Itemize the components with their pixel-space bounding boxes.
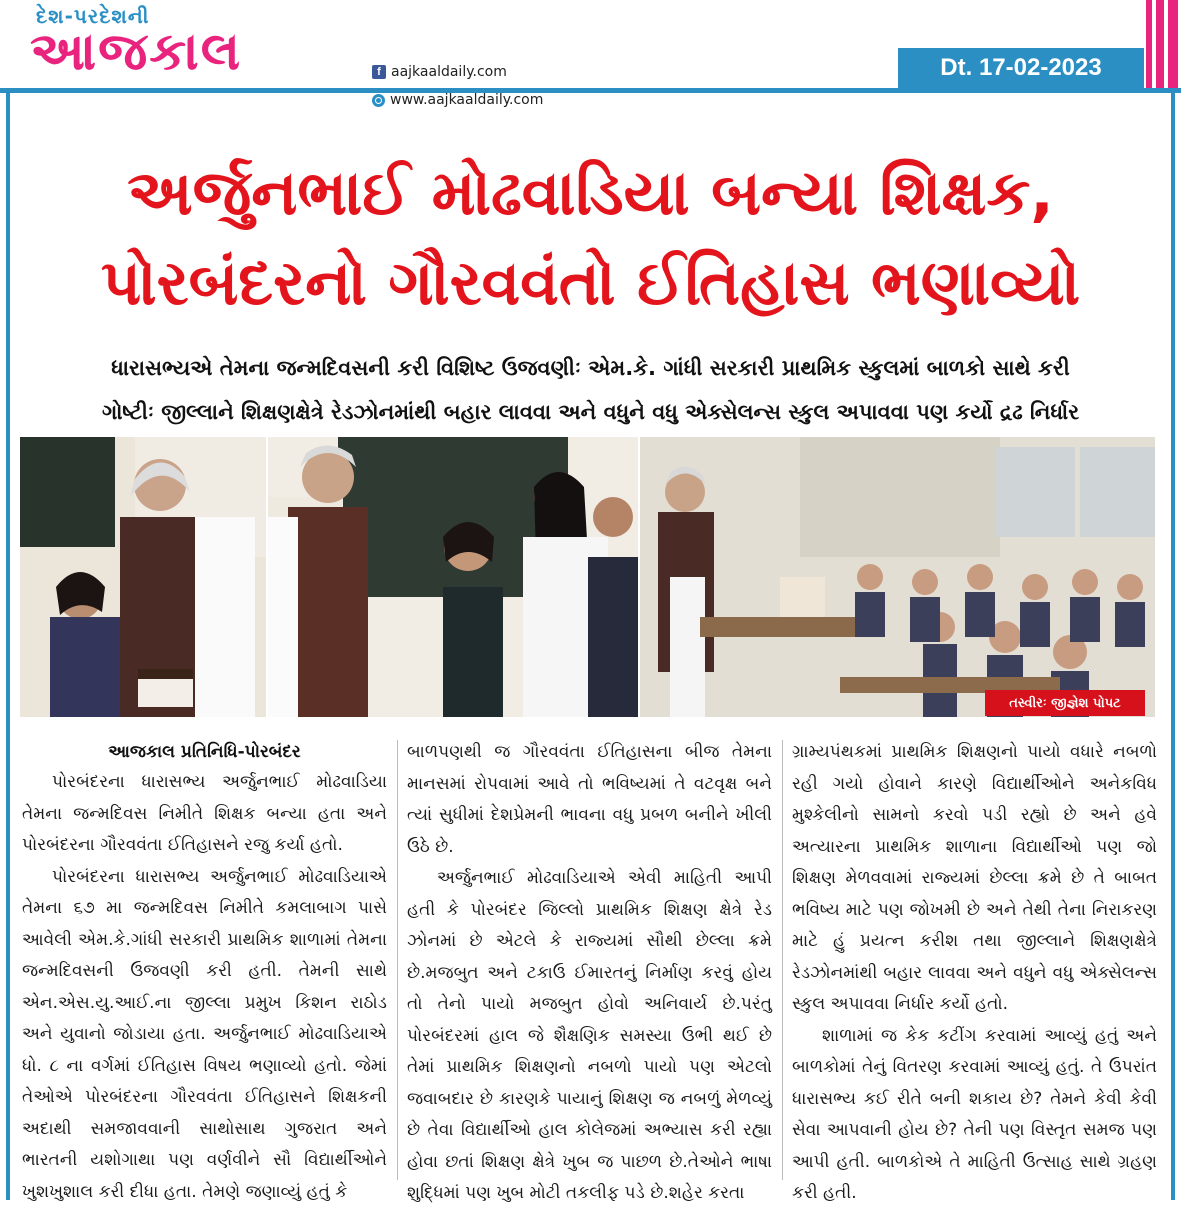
website-link[interactable] [372, 92, 543, 108]
photo-feeding-students-illustration [268, 437, 638, 717]
brand-tagline: દેશ-પરદેશની [36, 4, 150, 28]
subheadline-line-2: ગોષ્ટીઃ જીલ્લાને શિક્ષણક્ષેત્રે રેડઝોનમાંથી બહાર લાવવા અને વધુને વધુ એક્સેલન્સ સ્કુલ અપાવવા પણ કર્યો દ્રઢ નિર્ધાર [101, 400, 1080, 424]
photo-cake-feeding [20, 437, 266, 717]
photo-cake-feeding-illustration [20, 437, 266, 717]
facebook-handle: aajkaaldaily.com [391, 64, 507, 80]
masthead-rule [0, 88, 1181, 93]
paragraph: અર્જુનભાઈ મોઢવાડિયાએ એવી માહિતી આપી હતી કે પોરબંદર જિલ્લો પ્રાથમિક શિક્ષણ ક્ષેત્રે રેડ ઝોનમાં છે એટલે કે રાજ્યમાં સૌથી છેલ્લા ક્રમે છે.મજબુત અને ટકાઉ ઈમારતનું નિર્માણ કરવું હોય તો તેનો પાયો મજબુત હોવો અનિવાર્ય છે.પરંતુ પોરબંદરમાં હાલ જે શૈક્ષણિક સમસ્યા ઉભી થઈ છે તેમાં પ્રાથમિક શિક્ષણનો નબળો પાયો પણ એટલો જવાબદાર છે કારણકે પાયાનું શિક્ષણ જ નબળું મેળવ્યું છે તેવા વિદ્યાર્થીઓ હાલ કોલેજમાં અભ્યાસ કરી રહ્યા હોવા છતાં શિક્ષણ ક્ષેત્રે ખુબ જ પાછળ છે.તેઓને ભાષા શુદ્ધિમાં પણ ખુબ મોટી તકલીફ પડે છે.શહેર કરતા [407, 868, 772, 1203]
article-column-2 [407, 737, 772, 1210]
issue-date: Dt. 17-02-2023 [898, 48, 1144, 88]
photo-classroom-illustration [640, 437, 1155, 717]
article-column-3 [792, 737, 1157, 1210]
article-column-1 [22, 767, 387, 1208]
subheadline-line-1: ધારાસભ્યએ તેમના જન્મદિવસની કરી વિશિષ્ટ ઉજવણીઃ એમ.કે. ગાંધી સરકારી પ્રાથમિક સ્કુલમાં બાળકો સાથે કરી [111, 356, 1070, 380]
article-byline: આજકાલ પ્રતિનિધિ-પોરબંદર [108, 742, 301, 762]
paragraph: ગ્રામ્યપંથકમાં પ્રાથમિક શિક્ષણનો પાયો વધારે નબળો રહી ગયો હોવાને કારણે વિદ્યાર્થીઓને અનેકવિધ મુશ્કેલીનો સામનો કરવો પડી રહ્યો છે અને હવે અત્યારના પ્રાથમિક શાળાના વિદ્યાર્થીઓ પણ જો શિક્ષણ મેળવવામાં રાજ્યમાં છેલ્લા ક્રમે છે તે બાબત ભવિષ્ય માટે પણ જોખમી છે અને તેથી તેના નિરાકરણ માટે હું પ્રયત્ન કરીશ તથા જીલ્લાને શિક્ષણક્ષેત્રે રેડઝોનમાંથી બહાર લાવવા અને વધુને વધુ એક્સેલન્સ સ્કુલ અપાવવા નિર્ધાર કર્યો હતો. [792, 742, 1157, 1014]
left-border [6, 92, 10, 1200]
photo-feeding-students [268, 437, 638, 717]
right-border [1171, 92, 1175, 1200]
paragraph: પોરબંદરના ધારાસભ્ય અર્જુનભાઈ મોઢવાડિયાએ તેમના ૬૭ મા જન્મદિવસ નિમીતે કમલાબાગ પાસે આવેલી એમ.કે.ગાંધી સરકારી પ્રાથમિક શાળામાં તેમના જન્મદિવસની ઉજવણી કરી હતી. તેમની સાથે એન.એસ.યુ.આઈ.ના જીલ્લા પ્રમુખ કિશન રાઠોડ અને યુવાનો જોડાયા હતા. અર્જુનભાઈ મોઢવાડિયાએ ધો. ૮ ના વર્ગમાં ઈતિહાસ વિષય ભણાવ્યો હતો. જેમાં તેઓએ પોરબંદરના ગૌરવવંતા ઈતિહાસને શિક્ષકની અદાથી સમજાવવાની સાથોસાથ ગુજરાત અને ભારતની યશોગાથા પણ વર્ણવીને સૌ વિદ્યાર્થીઓને ખુશખુશાલ કરી દીધા હતા. તેમણે જણાવ્યું હતું કે [22, 866, 387, 1202]
facebook-link[interactable] [372, 64, 507, 80]
column-divider [397, 740, 398, 1180]
paragraph: પોરબંદરના ધારાસભ્ય અર્જુનભાઈ મોઢવાડિયા તેમના જન્મદિવસ નિમીતે શિક્ષક બન્યા હતા અને પોરબંદરના ગૌરવવંતા ઈતિહાસને રજુ કર્યા હતો. [22, 772, 387, 855]
headline-line-2: પોરબંદરનો ગૌરવવંતો ઈતિહાસ ભણાવ્યો [100, 246, 1081, 319]
decorative-stripes [1146, 0, 1181, 92]
paragraph: બાળપણથી જ ગૌરવવંતા ઈતિહાસના બીજ તેમના માનસમાં રોપવામાં આવે તો ભવિષ્યમાં તે વટવૃક્ષ બને ત્યાં સુધીમાં દેશપ્રેમની ભાવના વધુ પ્રબળ બનીને ખીલી ઉઠે છે. [407, 742, 772, 857]
website-url: www.aajkaaldaily.com [390, 92, 544, 108]
masthead [0, 0, 1181, 92]
photo-classroom [640, 437, 1155, 717]
paragraph: શાળામાં જ કેક કટીંગ કરવામાં આવ્યું હતું અને બાળકોમાં તેનું વિતરણ કરવામાં આવ્યું હતું. તે ઉપરાંત ધારાસભ્ય કઈ રીતે બની શકાય છે? તેમને કેવી કેવી સેવા આપવાની હોય છે? તેની પણ વિસ્તૃત સમજ પણ આપી હતી. બાળકોએ તે માહિતી ઉત્સાહ સાથે ગ્રહણ કરી હતી. [792, 1025, 1157, 1203]
brand-logo: આજકાલ [30, 22, 243, 82]
photo-credit: તસ્વીરઃ જીજ્ઞેશ પોપટ [985, 690, 1145, 716]
facebook-icon: f [372, 65, 386, 79]
globe-icon [372, 94, 385, 107]
headline-line-1: અર્જુનભાઈ મોઢવાડિયા બન્યા શિક્ષક, [127, 156, 1054, 229]
column-divider [782, 740, 783, 1180]
